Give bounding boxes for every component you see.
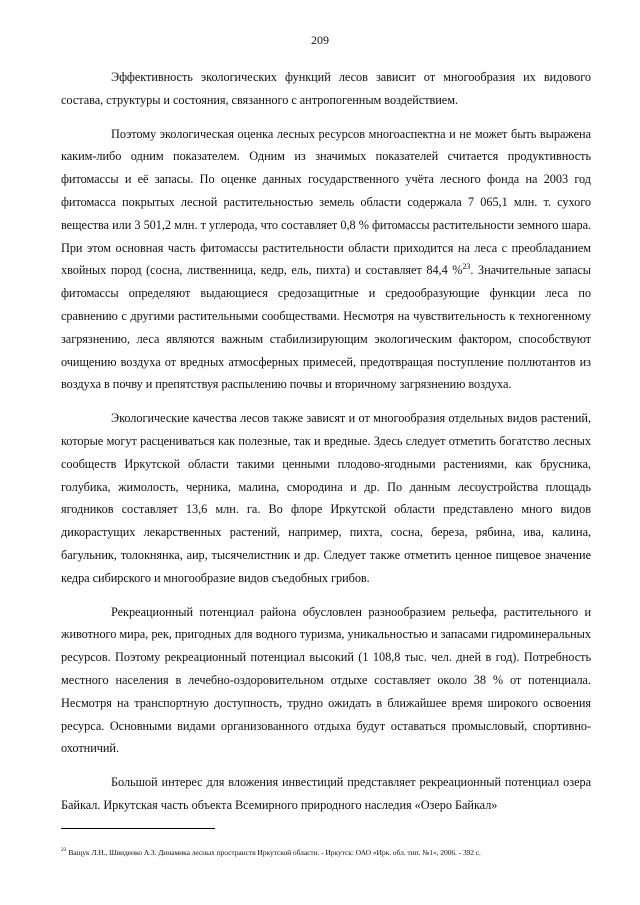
page-number: 209 [311,33,329,47]
paragraph-plant-diversity: Экологические качества лесов также зависят и от многообразия отдельных видов растений, которые могут расцениваться как полезные, так и вредные. Здесь следует отметить богатство лесных сообществ Иркутской области такими ценными плодово-ягодными растениями, как брусника, голубика, жимолость, черника, малина, смородина и др. По данным лесоустройства площадь ягодников составляет 13,6 млн. га. Во флоре Иркутской области представлено много видов дикорастущих лекарственных растений, например, пихта, сосна, береза, рябина, ива, калина, багульник, толокнянка, аир, тысячелистник и др. Следует также отметить ценное пищевое значение кедра сибирского и многообразие видов съедобных грибов. [61,411,591,585]
footnote-text: Ващук Л.Н., Швиденко А.З. Динамика лесных пространств Иркутской области. - Иркутск: ОАО «Ирк. обл. тип. №1», 2006. - 392 с. [68,848,481,857]
paragraph-recreational-potential: Рекреационный потенциал района обусловлен разнообразием рельефа, растительного и животного мира, рек, пригодных для водного туризма, уникальностью и запасами гидроминеральных ресурсов. Поэтому рекреационный потенциал высокий (1 108,8 тыс. чел. дней в год). Потребность местного населения в лечебно-оздоровительном отдыхе составляет около 38 % от потенциала. Несмотря на транспортную доступность, трудно ожидать в ближайшее время широкого освоения ресурса. Основными видами организованного отдыха будут оставаться промысловый, спортивно-охотничий. [61,604,591,756]
paragraph-baikal-investment: Большой интерес для вложения инвестиций представляет рекреационный потенциал озера Байкал. Иркутская часть объекта Всемирного природного наследия «Озеро Байкал» [61,775,591,812]
footnote-divider [61,828,215,829]
footnote-reference[interactable]: 23 [462,262,471,272]
paragraph-phytomass-assessment [61,123,591,397]
footnote [61,848,601,858]
footnote-number: 23 [61,847,67,854]
paragraph-ecological-functions: Эффективность экологических функций лесов зависит от многообразия их видового состава, структуры и состояния, связанного с антропогенным воздействием. [61,70,591,107]
paragraph-text-part: Поэтому экологическая оценка лесных ресурсов многоаспектна и не может быть выражена каким-либо одним показателем. Одним из значимых показателей считается продуктивность фитомассы и её запасы. По оценке данных государственного учёта лесного фонда на 2003 год фитомасса покрытых лесной растительностью земель области содержала 7 065,1 млн. т. сухого вещества или 3 501,2 млн. т углерода, что составляет 0,8 % фитомассы растительности земного шара. При этом основная часть фитомассы растительности области приходится на леса с преобладанием хвойных пород (сосна, лиственница, кедр, ель, пихта) и составляет 84,4 % [61,126,591,278]
paragraph-text-part: . Значительные запасы фитомассы определяют выдающиеся средозащитные и средообразующие функции леса по сравнению с другими растительными сообществами. Несмотря на чувствительность к техногенному загрязнению, леса являются важным стабилизирующим экологическим фактором, способствуют очищению воздуха от вредных атмосферных примесей, предотвращая поступление поллютантов из воздуха в почву и препятствуя распылению почвы и вторичному загрязнению воздуха. [61,263,591,392]
body-text [61,66,591,828]
